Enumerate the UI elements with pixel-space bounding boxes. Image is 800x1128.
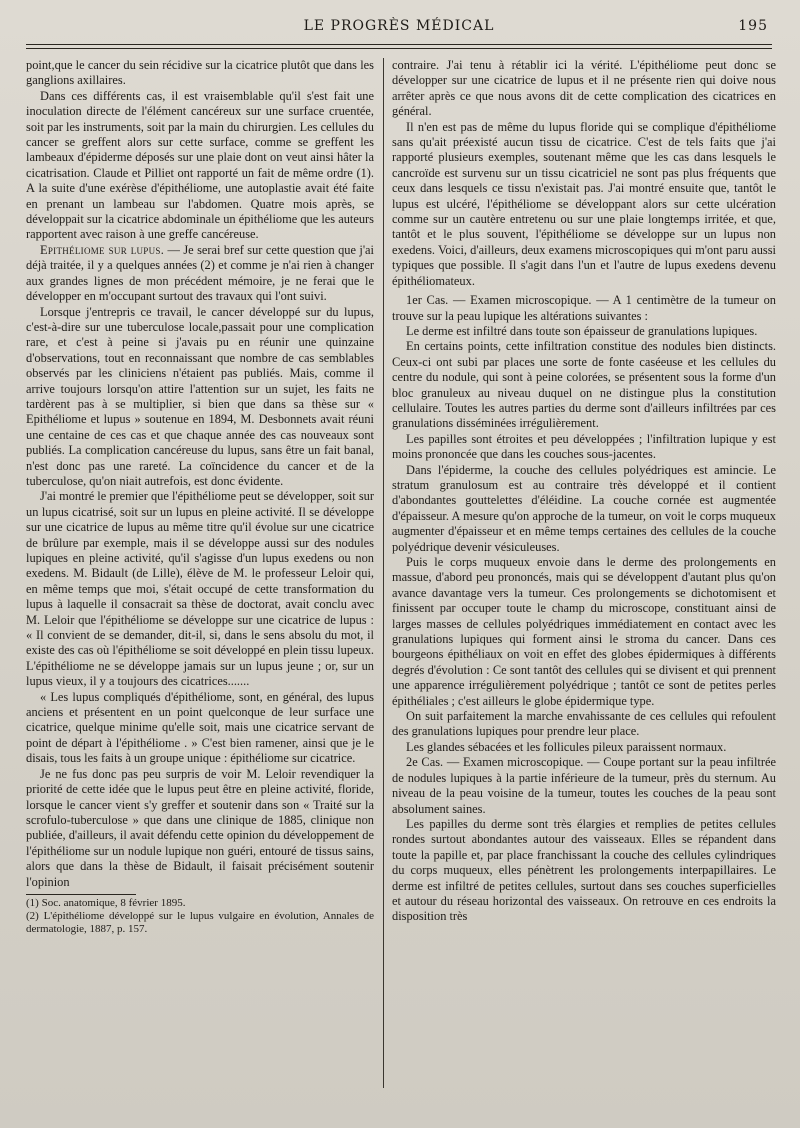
- paragraph: Puis le corps muqueux envoie dans le derme des prolongements en massue, d'abord peu prononcés, mais qui se développent d'autant plus qu'on avance davantage vers la tumeur. Ces prolongements se dichotomisent et finissent par occuper toute le champ du microscope, constituant ainsi de larges masses de cellules polyédriques immédiatement en contact avec les granulations lupiques qui forment ainsi le stroma du cancer. Dans ces bourgeons épithéliaux on voit en effet des globes épidermiques à différents degrés d'évolution : Ce sont tantôt des cellules qui se divisent et qui prennent une apparence irrégulièrement polyédrique ; tantôt ce sont de petites perles épithéliales ; c'est ailleurs le globe épidermique type.: [392, 555, 776, 708]
- paragraph: Il n'en est pas de même du lupus floride qui se complique d'épithéliome sans qu'ait préexisté aucun tissu de cicatrice. C'est de tels faits que j'ai rapporté plusieurs exemples, soutenant même que les cas dans lesquels le cancroïde est survenu sur un tissu cicatriciel ne sont pas plus fréquents que ceux dans lesquels ce tissu n'existait pas. J'ai montré ensuite que, tantôt le lupus est ulcéré, l'épithéliome se développant alors sur cette ulcération comme sur un cautère entretenu ou sur une plaie longtemps irritée, et que, tantôt et le plus souvent, l'épithéliome se développe sur un lupus non exedens. Voici, d'ailleurs, deux examens microscopiques qui m'ont paru aussi typiques que possible. Il s'agit dans l'un et l'autre de lupus exedens devenu épithéliomateux.: [392, 119, 776, 288]
- paragraph: « Les lupus compliqués d'épithéliome, sont, en général, des lupus anciens et présentent en un point quelconque de leur surface une cicatrice, quelque minime qu'elle soit, mais une cicatrice servant de point de départ à l'épithéliome . » C'est bien ramener, ainsi que je le disais, tous les faits à un groupe unique : épithéliome sur cicatrice.: [26, 689, 374, 766]
- page-header: [26, 18, 772, 40]
- paragraph: Dans ces différents cas, il est vraisemblable qu'il s'est fait une inoculation directe de l'élément cancéreux sur une surface cruentée, soit par les instruments, soit par la main du chirurgien. Les cellules du cancer se greffent alors sur cette surface, comme se greffent les lambeaux d'épiderme déposés sur une plaie dont on veut ainsi hâter la cicatrisation. Claude et Pilliet ont rapporté un fait de même ordre (1). A la suite d'une exérèse d'épithéliome, une autoplastie avait été faite en prenant un lambeau sur l'abdomen. Quatre mois après, se développait sur la cicatrice abdominale un épithéliome que les auteurs rapportent avec raison à une greffe cancéreuse.: [26, 88, 374, 242]
- left-column: [26, 58, 374, 936]
- paragraph: En certains points, cette infiltration constitue des nodules bien distincts. Ceux-ci ont subi par places une sorte de fonte caséeuse et les cellules du centre du nodule, qui sont à peine colorées, se présentent sous la forme d'un bloc granuleux au niveau duquel on ne distingue plus la constitution cellulaire. Toutes les autres parties du derme sont d'ailleurs infiltrées par ces granulations disséminées irrégulièrement.: [392, 339, 776, 431]
- case-heading-paragraph: 1er Cas. — Examen microscopique. — A 1 centimètre de la tumeur on trouve sur la peau lupique les altérations suivantes :: [392, 293, 776, 323]
- paragraph: Les glandes sébacées et les follicules pileux paraissent normaux.: [406, 739, 727, 754]
- paragraph: contraire. J'ai tenu à rétablir ici la vérité. L'épithéliome peut donc se développer sur une cicatrice de lupus et il ne présente rien qui doive nous arrêter après ce que nous avons dit de cette complication des cicatrices en général.: [392, 58, 776, 119]
- paragraph: On suit parfaitement la marche envahissante de ces cellules qui refoulent des granulations lupiques pour prendre leur place.: [392, 709, 776, 739]
- footnote-rule: [26, 894, 136, 895]
- section-paragraph: Epithéliome sur lupus. — Je serai bref sur cette question que j'ai déjà traitée, il y a quelques années (2) et comme je n'ai rien à changer aux grandes lignes de mon précédent mémoire, je ne ferai que le développer en m'occupant surtout des travaux qui l'ont suivi.: [26, 242, 375, 304]
- paragraph: J'ai montré le premier que l'épithéliome peut se développer, soit sur un lupus cicatrisé, soit sur un lupus en pleine activité. Il se développe sur une cicatrice de lupus au même titre qu'il évolue sur une cicatrice de brûlure par exemple, mais il se développe aussi sur des nodules lupiques en pleine activité, qu'il s'agisse d'un lupus exedens ou non exedens. M. Bidault (de Lille), élève de M. le professeur Leloir qui, en même temps que moi, s'était occupé de cette transformation du lupus à laquelle il consacrait sa thèse de doctorat, avait conclu avec M. Leloir que l'épithéliome se développe sur une cicatrice de lupus : « Il convient de se demander, dit-il, si, dans le sens absolu du mot, il existe des cas où l'épithéliome se soit développé en plein tissu lupeux. L'épithéliome ne se développe jamais sur un lupus jeune ; or, sur un lupus vieux, il y a toujours des cicatrices.......: [26, 489, 374, 689]
- footnote: (2) L'épithéliome développé sur le lupus vulgaire en évolution, Annales de dermatologie, 1887, p. 157.: [26, 909, 374, 935]
- column-divider: [383, 58, 384, 1088]
- paragraph: Dans l'épiderme, la couche des cellules polyédriques est amincie. Le stratum granulosum est au contraire très développé et il contient d'abondantes gouttelettes d'éléidine. La couche cornée est augmentée d'épaisseur. A mesure qu'on approche de la tumeur, on voit le corps muqueux augmenter d'épaisseur et en même temps certaines des cellules de la couche polyédrique devenir vésiculeuses.: [392, 462, 776, 554]
- footnote: (1) Soc. anatomique, 8 février 1895.: [26, 896, 186, 909]
- header-rule-thin: [26, 48, 772, 49]
- paragraph: Le derme est infiltré dans toute son épaisseur de granulations lupiques.: [406, 323, 758, 338]
- paragraph: point,que le cancer du sein récidive sur la cicatrice plutôt que dans les ganglions axillaires.: [26, 58, 374, 88]
- right-column: [392, 58, 776, 925]
- paragraph: Les papilles du derme sont très élargies et remplies de petites cellules rondes surtout abondantes autour des vaisseaux. Elles se répandent dans toute la papille et, par place franchissant la couche des cellules cylindriques du corps muqueux, elles pénètrent les prolongements interpapillaires. Le derme est infiltré de petites cellules, surtout dans ses couches superficielles et autour du réseau horizontal des vaisseaux. On retrouve en ces endroits la disposition très: [392, 816, 776, 924]
- journal-title: LE PROGRÈS MÉDICAL: [303, 18, 495, 34]
- case-heading-paragraph: 2e Cas. — Examen microscopique. — Coupe portant sur la peau infiltrée de nodules lupiques à la partie inférieure de la tumeur, près du sternum. Au niveau de la peau voisine de la tumeur, toutes les couches de la peau sont absolument saines.: [392, 755, 776, 816]
- header-rule: [26, 44, 772, 45]
- page-number: 195: [738, 18, 768, 34]
- section-heading: Epithéliome sur lupus.: [40, 242, 165, 257]
- paragraph: Lorsque j'entrepris ce travail, le cancer développé sur du lupus, c'est-à-dire sur une tuberculose locale,passait pour une complication rare, et c'est à peine si j'avais pu en réunir une quinzaine d'observations, tout en reconnaissant que nombre de cas semblables observés par les cliniciens n'étaient pas publiés. Mais, comme il arrive toujours lorsqu'on attire l'attention sur un sujet, les faits ne tardèrent pas à se multiplier, si bien que dans sa thèse sur « Epithéliome et lupus » soutenue en 1894, M. Desbonnets avait réuni une centaine de ces cas et que chaque année des cas nouveaux sont publiés. La complication cancéreuse du lupus, sans être un fait banal, n'est donc pas une rareté. La coïncidence du cancer et de la tuberculose, qu'on niait autrefois, est donc évidente.: [26, 304, 374, 488]
- paragraph: Les papilles sont étroites et peu développées ; l'infiltration lupique y est moins prononcée que dans les couches sous-jacentes.: [392, 431, 776, 462]
- paragraph: Je ne fus donc pas peu surpris de voir M. Leloir revendiquer la priorité de cette idée que le lupus peut être en pleine activité, floride, lorsque le cancer vient s'y greffer et soutenir dans son « Traité sur la scrofulo-tuberculose » que dans une clinique de 1885, clinique non publiée, d'ailleurs, il avait défendu cette opinion du développement de l'épithéliome sur un nodule lupique non guéri, entouré de tissus sains, alors que dans la thèse de Bidault, il faisait précisément soutenir l'opinion: [26, 766, 374, 889]
